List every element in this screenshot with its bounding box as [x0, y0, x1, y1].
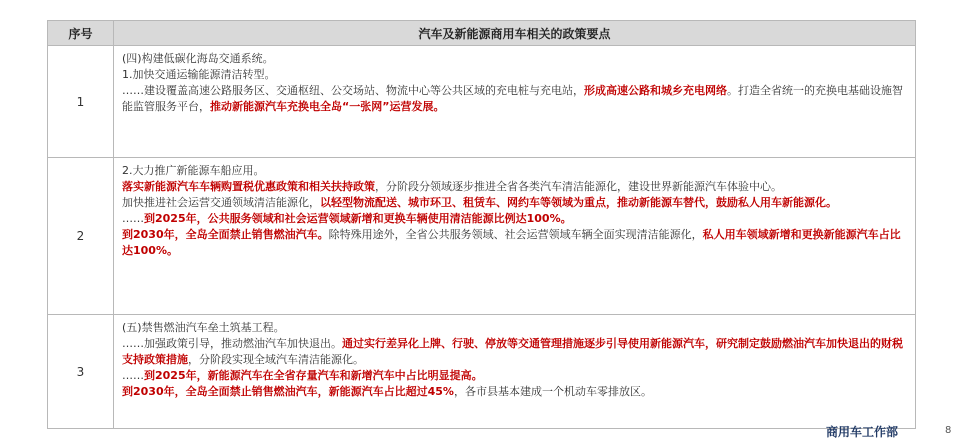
body-text: 除特殊用途外，全省公共服务领域、社会运营领域车辆全面实现清洁能源化， [328, 228, 703, 241]
body-text: 加快推进社会运营交通领域清洁能源化， [122, 196, 320, 209]
body-text: 1.加快交通运输能源清洁转型。 [122, 68, 276, 81]
body-text: …… [122, 369, 144, 382]
policy-line [122, 384, 907, 400]
highlight-text: 形成高速公路和城乡充电网络 [584, 84, 727, 97]
highlight-text: 到2025年，新能源汽车在全省存量汽车和新增汽车中占比明显提高。 [144, 369, 483, 382]
policy-line [122, 336, 907, 368]
row-number: 3 [48, 315, 114, 429]
policy-line [122, 83, 907, 115]
body-text: 。打造全省统一的充换电基础设施智能监管服务平台， [122, 84, 903, 113]
body-text: (四)构建低碳化海岛交通系统。 [122, 52, 274, 65]
highlight-text: 落实新能源汽车车辆购置税优惠政策和相关扶持政策 [122, 180, 375, 193]
policy-line [122, 51, 907, 67]
body-text: ，分阶段实现全域汽车清洁能源化。 [188, 353, 364, 366]
header-policy: 汽车及新能源商用车相关的政策要点 [114, 21, 916, 46]
policy-cell [114, 46, 916, 158]
highlight-text: 到2030年，全岛全面禁止销售燃油汽车，新能源汽车占比超过45% [122, 385, 454, 398]
highlight-text: 到2030年，全岛全面禁止销售燃油汽车。 [122, 228, 329, 241]
table-row [48, 46, 916, 158]
body-text: ……建设覆盖高速公路服务区、交通枢纽、公交场站、物流中心等公共区域的充电桩与充电站， [122, 84, 584, 97]
page-number: 8 [945, 425, 952, 436]
table-row [48, 315, 916, 429]
body-text: 2.大力推广新能源车船应用。 [122, 164, 265, 177]
policy-line [122, 227, 907, 259]
highlight-text: 到2025年，公共服务领域和社会运营领域新增和更换车辆使用清洁能源比例达100%。 [144, 212, 572, 225]
policy-line [122, 179, 907, 195]
highlight-text: 通过实行差异化上牌、行驶、停放等交通管理措施逐步引导使用新能源汽车，研究制定鼓励燃油汽车加快退出的财税支持政策措施 [122, 337, 903, 366]
body-text: ……加强政策引导，推动燃油汽车加快退出。 [122, 337, 342, 350]
policy-table [47, 20, 916, 429]
policy-line [122, 67, 907, 83]
policy-cell [114, 315, 916, 429]
table-header-row [48, 21, 916, 46]
policy-line [122, 195, 907, 211]
policy-line [122, 320, 907, 336]
body-text: (五)禁售燃油汽车垒土筑基工程。 [122, 321, 285, 334]
row-number: 1 [48, 46, 114, 158]
row-number: 2 [48, 158, 114, 315]
policy-cell [114, 158, 916, 315]
body-text: …… [122, 212, 144, 225]
table-row [48, 158, 916, 315]
policy-line [122, 211, 907, 227]
policy-line [122, 368, 907, 384]
highlight-text: 以轻型物流配送、城市环卫、租赁车、网约车等领域为重点，推动新能源车替代，鼓励私人用车新能源化。 [320, 196, 837, 209]
header-index: 序号 [48, 21, 114, 46]
body-text: ，各市县基本建成一个机动车零排放区。 [453, 385, 652, 398]
highlight-text: 私人用车领域新增和更换新能源汽车占比达100%。 [122, 228, 901, 257]
footer-department: 商用车工作部 [826, 425, 899, 439]
policy-line [122, 163, 907, 179]
highlight-text: 推动新能源汽车充换电全岛“一张网”运营发展。 [210, 100, 445, 113]
body-text: ，分阶段分领域逐步推进全省各类汽车清洁能源化，建设世界新能源汽车体验中心。 [375, 180, 782, 193]
